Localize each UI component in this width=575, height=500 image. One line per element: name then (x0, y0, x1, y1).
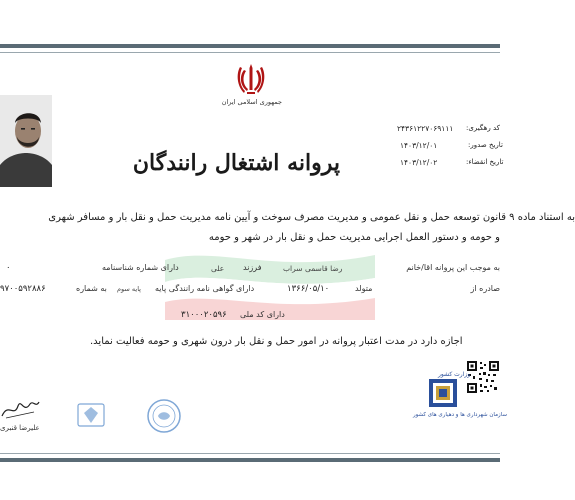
holder-name: رضا قاسمی سراب (283, 264, 343, 273)
signer-name: علیرضا قنبری (0, 424, 40, 432)
permission-text: اجازه دارد در مدت اعتبار پروانه در امور حمل و نقل بار درون شهری و حومه فعالیت نماید. (90, 336, 463, 347)
municipality-seal-icon (74, 400, 108, 430)
father-name: علی (211, 264, 225, 273)
born-label: متولد (355, 284, 373, 293)
birth-certificate-number: ۰ (6, 263, 11, 273)
holder-prefix: به موجب این پروانه اقا/خانم (406, 263, 500, 272)
child-of-label: فرزند (243, 263, 262, 272)
legal-basis-line-1: به استناد ماده ۹ قانون توسعه حمل و نقل عمومی و مدیریت مصرف سوخت و آیین نامه مدیریت حمل و نقل بار و مسافر شهری (48, 212, 575, 223)
license-grade-label: دارای گواهی نامه رانندگی پایه (155, 284, 255, 293)
expiry-date-label: تاریخ انقضاء: (466, 158, 504, 166)
driver-photo-image (0, 95, 52, 187)
driver-photo (0, 95, 52, 187)
tracking-label: کد رهگیری: (466, 124, 500, 132)
iran-emblem-icon (236, 62, 266, 96)
national-code-label: دارای کد ملی (240, 310, 285, 319)
emblem-caption: جمهوری اسلامی ایران (221, 98, 282, 106)
issue-date: ۱۴۰۳/۱۲/۰۱ (400, 141, 438, 150)
birth-date: ۱۳۶۶/۰۵/۱۰ (287, 284, 330, 294)
national-code: ۳۱۰۰۰۲۰۵۹۶ (181, 310, 227, 320)
qr-code-icon (466, 360, 500, 402)
license-number: ۹۷۰۰۵۹۲۸۸۶ (0, 284, 46, 294)
birth-certificate-label: دارای شماره شناسنامه (102, 263, 179, 272)
expiry-date: ۱۴۰۳/۱۲/۰۲ (400, 158, 438, 167)
municipality-org-name: سازمان شهرداری ها و دهیاری های کشور (413, 412, 507, 418)
tracking-number: ۲۴۳۶۱۲۲۷۰۶۹۱۱۱ (397, 124, 454, 133)
document-title: پروانه اشتغال رانندگان (132, 150, 340, 176)
ministry-name: وزارت کشور (438, 371, 471, 378)
legal-basis-line-2: و حومه و دستور العمل اجرایی مدیریت حمل و نقل بار در شهر و حومه (208, 232, 500, 243)
official-stamp-icon (146, 398, 182, 434)
license-grade: پایه سوم (117, 285, 141, 293)
ministry-logo-icon (428, 378, 458, 410)
license-number-label: به شماره (76, 284, 107, 293)
signature-icon (0, 396, 40, 422)
issued-from-label: صادره از (470, 284, 500, 293)
issue-date-label: تاریخ صدور: (468, 141, 503, 149)
